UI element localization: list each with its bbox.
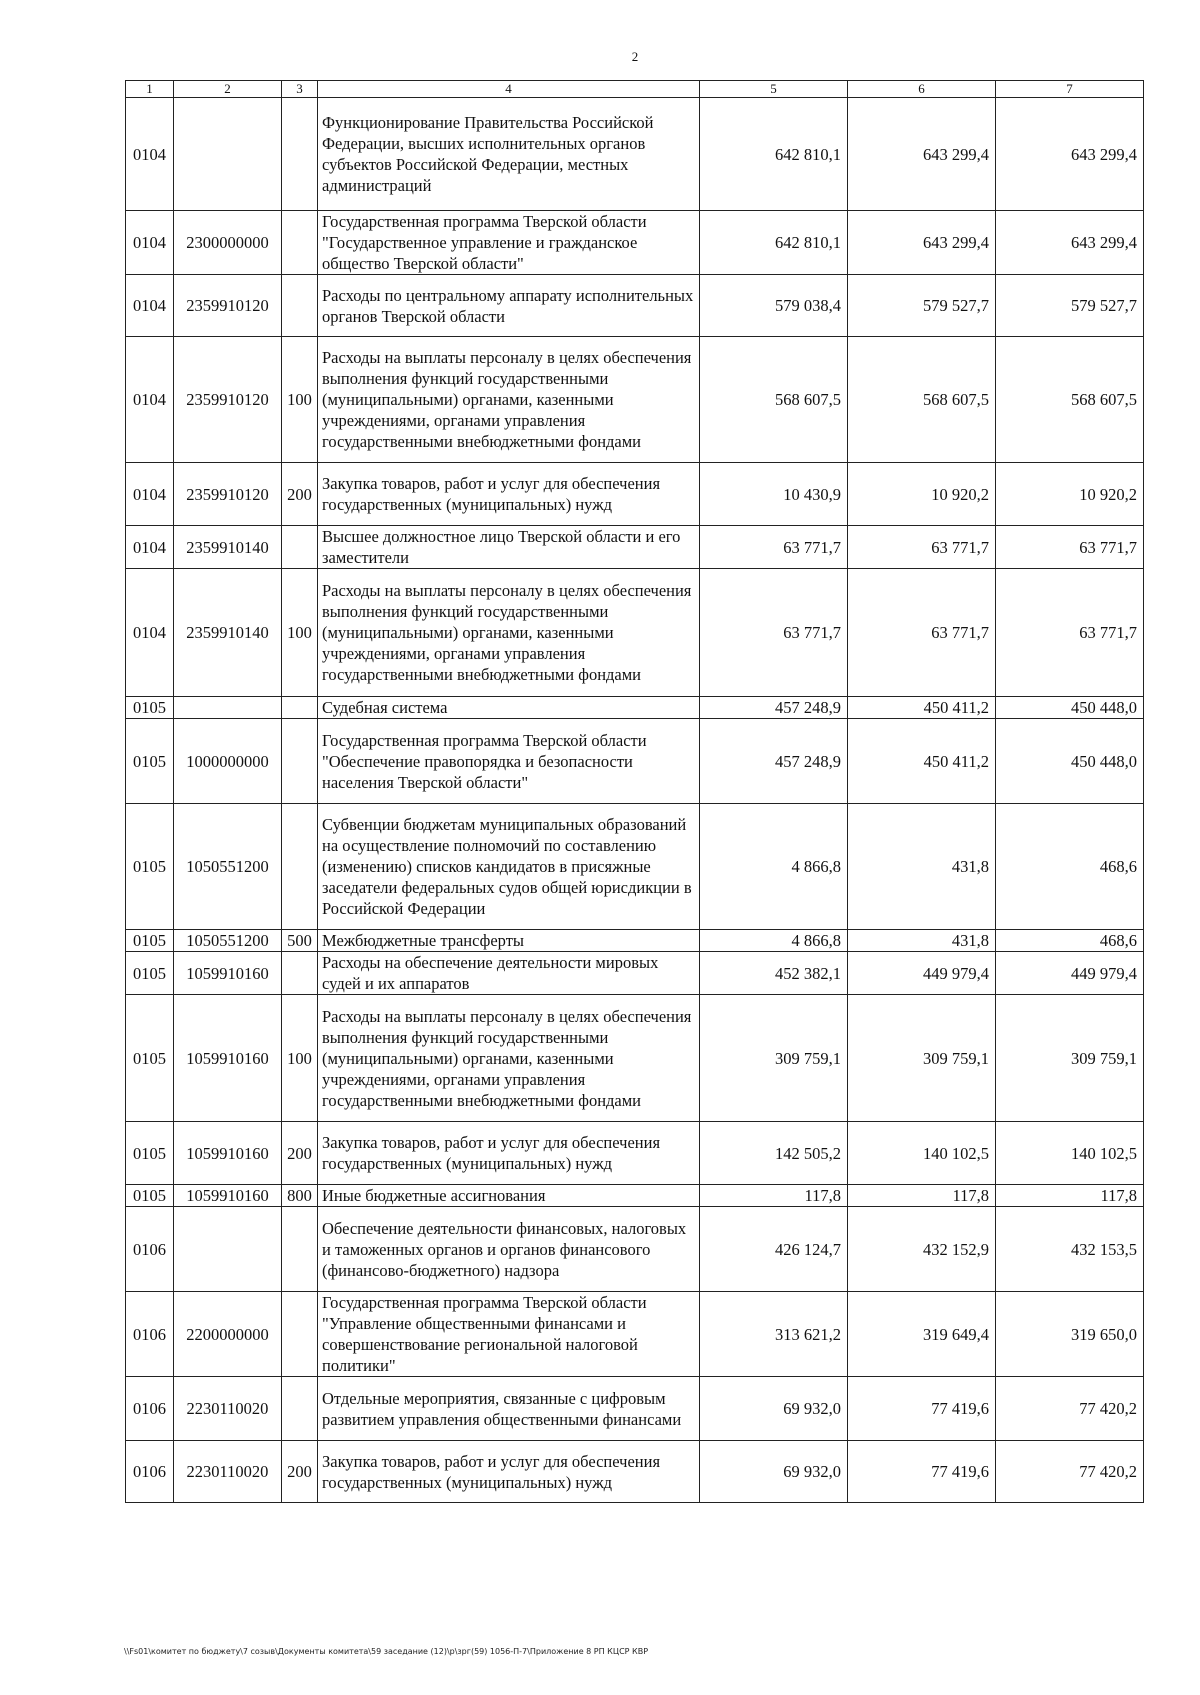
- amount-cell: 140 102,5: [996, 1122, 1144, 1185]
- amount-cell: 142 505,2: [700, 1122, 848, 1185]
- item-name-cell: Иные бюджетные ассигнования: [318, 1185, 700, 1207]
- target-code-cell: 1050551200: [174, 930, 282, 952]
- amount-cell: 77 419,6: [848, 1377, 996, 1441]
- expense-type-cell: [282, 1292, 318, 1377]
- item-name-cell: Расходы по центральному аппарату исполнительных органов Тверской области: [318, 275, 700, 337]
- table-row: [126, 1207, 1144, 1292]
- section-code-cell: 0104: [126, 526, 174, 569]
- table-row: [126, 1377, 1144, 1441]
- expense-type-cell: 100: [282, 337, 318, 463]
- section-code-cell: 0106: [126, 1441, 174, 1503]
- expense-type-cell: 100: [282, 995, 318, 1122]
- table-row: [126, 1185, 1144, 1207]
- expense-type-cell: [282, 1207, 318, 1292]
- item-name-cell: Государственная программа Тверской области "Управление общественными финансами и совершенствование региональной налоговой политики": [318, 1292, 700, 1377]
- expense-type-cell: 200: [282, 463, 318, 526]
- amount-cell: 10 920,2: [848, 463, 996, 526]
- section-code-cell: 0104: [126, 275, 174, 337]
- table-row: [126, 719, 1144, 804]
- section-code-cell: 0105: [126, 697, 174, 719]
- amount-cell: 10 430,9: [700, 463, 848, 526]
- section-code-cell: 0104: [126, 569, 174, 697]
- amount-cell: 63 771,7: [848, 526, 996, 569]
- header-row: [126, 81, 1144, 98]
- expense-type-cell: 200: [282, 1441, 318, 1503]
- amount-cell: 117,8: [848, 1185, 996, 1207]
- target-code-cell: 2230110020: [174, 1441, 282, 1503]
- amount-cell: 432 153,5: [996, 1207, 1144, 1292]
- column-header: 4: [318, 81, 700, 98]
- amount-cell: 77 420,2: [996, 1441, 1144, 1503]
- item-name-cell: Высшее должностное лицо Тверской области и его заместители: [318, 526, 700, 569]
- expense-type-cell: [282, 804, 318, 930]
- expense-type-cell: 500: [282, 930, 318, 952]
- amount-cell: 69 932,0: [700, 1441, 848, 1503]
- section-code-cell: 0106: [126, 1207, 174, 1292]
- amount-cell: 642 810,1: [700, 98, 848, 211]
- column-header: 7: [996, 81, 1144, 98]
- target-code-cell: [174, 697, 282, 719]
- target-code-cell: 2230110020: [174, 1377, 282, 1441]
- table-row: [126, 697, 1144, 719]
- section-code-cell: 0105: [126, 930, 174, 952]
- amount-cell: 4 866,8: [700, 930, 848, 952]
- expense-type-cell: 200: [282, 1122, 318, 1185]
- table-row: [126, 1292, 1144, 1377]
- section-code-cell: 0105: [126, 952, 174, 995]
- section-code-cell: 0104: [126, 337, 174, 463]
- target-code-cell: 1059910160: [174, 952, 282, 995]
- target-code-cell: 1050551200: [174, 804, 282, 930]
- amount-cell: 140 102,5: [848, 1122, 996, 1185]
- item-name-cell: Закупка товаров, работ и услуг для обеспечения государственных (муниципальных) нужд: [318, 1122, 700, 1185]
- amount-cell: 643 299,4: [996, 98, 1144, 211]
- item-name-cell: Функционирование Правительства Российской Федерации, высших исполнительных органов субъектов Российской Федерации, местных администраций: [318, 98, 700, 211]
- section-code-cell: 0104: [126, 98, 174, 211]
- amount-cell: 449 979,4: [996, 952, 1144, 995]
- amount-cell: 77 419,6: [848, 1441, 996, 1503]
- amount-cell: 426 124,7: [700, 1207, 848, 1292]
- item-name-cell: Расходы на выплаты персоналу в целях обеспечения выполнения функций государственными (муниципальными) органами, казенными учреждениями, органами управления государственными внебюджетными фондами: [318, 337, 700, 463]
- table-row: [126, 337, 1144, 463]
- amount-cell: 117,8: [996, 1185, 1144, 1207]
- section-code-cell: 0105: [126, 995, 174, 1122]
- table-row: [126, 995, 1144, 1122]
- footer-file-path: \\Fs01\комитет по бюджету\7 созыв\Документы комитета\59 заседание (12)\р\зрг(59) 1056-П-7\Приложение 8 РП КЦСР КВР: [124, 1647, 649, 1656]
- expense-type-cell: [282, 952, 318, 995]
- item-name-cell: Расходы на выплаты персоналу в целях обеспечения выполнения функций государственными (муниципальными) органами, казенными учреждениями, органами управления государственными внебюджетными фондами: [318, 995, 700, 1122]
- expense-type-cell: [282, 275, 318, 337]
- section-code-cell: 0105: [126, 1185, 174, 1207]
- amount-cell: 457 248,9: [700, 697, 848, 719]
- table-row: [126, 1441, 1144, 1503]
- target-code-cell: 1059910160: [174, 1122, 282, 1185]
- target-code-cell: 1059910160: [174, 995, 282, 1122]
- item-name-cell: Отдельные мероприятия, связанные с цифровым развитием управления общественными финансами: [318, 1377, 700, 1441]
- target-code-cell: 2359910140: [174, 526, 282, 569]
- amount-cell: 4 866,8: [700, 804, 848, 930]
- amount-cell: 309 759,1: [700, 995, 848, 1122]
- amount-cell: 432 152,9: [848, 1207, 996, 1292]
- amount-cell: 63 771,7: [996, 526, 1144, 569]
- section-code-cell: 0104: [126, 463, 174, 526]
- column-header: 3: [282, 81, 318, 98]
- amount-cell: 63 771,7: [996, 569, 1144, 697]
- target-code-cell: 2359910120: [174, 463, 282, 526]
- amount-cell: 468,6: [996, 804, 1144, 930]
- column-header: 6: [848, 81, 996, 98]
- amount-cell: 579 527,7: [996, 275, 1144, 337]
- item-name-cell: Обеспечение деятельности финансовых, налоговых и таможенных органов и органов финансового (финансово-бюджетного) надзора: [318, 1207, 700, 1292]
- amount-cell: 313 621,2: [700, 1292, 848, 1377]
- section-code-cell: 0105: [126, 719, 174, 804]
- item-name-cell: Государственная программа Тверской области "Государственное управление и гражданское общество Тверской области": [318, 211, 700, 275]
- amount-cell: 450 448,0: [996, 719, 1144, 804]
- column-header: 5: [700, 81, 848, 98]
- table-body: [126, 98, 1144, 1503]
- amount-cell: 452 382,1: [700, 952, 848, 995]
- column-header: 1: [126, 81, 174, 98]
- table-row: [126, 98, 1144, 211]
- amount-cell: 568 607,5: [700, 337, 848, 463]
- item-name-cell: Межбюджетные трансферты: [318, 930, 700, 952]
- amount-cell: 319 649,4: [848, 1292, 996, 1377]
- section-code-cell: 0106: [126, 1377, 174, 1441]
- section-code-cell: 0104: [126, 211, 174, 275]
- budget-table: [125, 80, 1144, 1503]
- table-row: [126, 211, 1144, 275]
- amount-cell: 309 759,1: [848, 995, 996, 1122]
- table-row: [126, 952, 1144, 995]
- column-header: 2: [174, 81, 282, 98]
- amount-cell: 450 448,0: [996, 697, 1144, 719]
- amount-cell: 77 420,2: [996, 1377, 1144, 1441]
- table-row: [126, 569, 1144, 697]
- item-name-cell: Закупка товаров, работ и услуг для обеспечения государственных (муниципальных) нужд: [318, 1441, 700, 1503]
- table-row: [126, 930, 1144, 952]
- table-row: [126, 804, 1144, 930]
- expense-type-cell: [282, 1377, 318, 1441]
- item-name-cell: Субвенции бюджетам муниципальных образований на осуществление полномочий по составлению (изменению) списков кандидатов в присяжные заседатели федеральных судов общей юрисдикции в Российской Федерации: [318, 804, 700, 930]
- amount-cell: 579 527,7: [848, 275, 996, 337]
- expense-type-cell: [282, 98, 318, 211]
- amount-cell: 643 299,4: [996, 211, 1144, 275]
- amount-cell: 309 759,1: [996, 995, 1144, 1122]
- amount-cell: 450 411,2: [848, 719, 996, 804]
- expense-type-cell: [282, 719, 318, 804]
- section-code-cell: 0106: [126, 1292, 174, 1377]
- item-name-cell: Расходы на обеспечение деятельности мировых судей и их аппаратов: [318, 952, 700, 995]
- amount-cell: 10 920,2: [996, 463, 1144, 526]
- amount-cell: 449 979,4: [848, 952, 996, 995]
- target-code-cell: 1000000000: [174, 719, 282, 804]
- target-code-cell: 2300000000: [174, 211, 282, 275]
- table-row: [126, 463, 1144, 526]
- amount-cell: 431,8: [848, 804, 996, 930]
- target-code-cell: 2359910120: [174, 337, 282, 463]
- amount-cell: 63 771,7: [700, 569, 848, 697]
- target-code-cell: [174, 1207, 282, 1292]
- expense-type-cell: [282, 526, 318, 569]
- amount-cell: 642 810,1: [700, 211, 848, 275]
- section-code-cell: 0105: [126, 1122, 174, 1185]
- amount-cell: 579 038,4: [700, 275, 848, 337]
- amount-cell: 450 411,2: [848, 697, 996, 719]
- table-row: [126, 526, 1144, 569]
- amount-cell: 319 650,0: [996, 1292, 1144, 1377]
- amount-cell: 468,6: [996, 930, 1144, 952]
- item-name-cell: Судебная система: [318, 697, 700, 719]
- amount-cell: 117,8: [700, 1185, 848, 1207]
- target-code-cell: 2359910120: [174, 275, 282, 337]
- amount-cell: 643 299,4: [848, 211, 996, 275]
- target-code-cell: 1059910160: [174, 1185, 282, 1207]
- expense-type-cell: [282, 697, 318, 719]
- amount-cell: 69 932,0: [700, 1377, 848, 1441]
- amount-cell: 568 607,5: [848, 337, 996, 463]
- page-number: 2: [631, 49, 639, 64]
- amount-cell: 63 771,7: [700, 526, 848, 569]
- amount-cell: 63 771,7: [848, 569, 996, 697]
- expense-type-cell: [282, 211, 318, 275]
- section-code-cell: 0105: [126, 804, 174, 930]
- target-code-cell: [174, 98, 282, 211]
- amount-cell: 431,8: [848, 930, 996, 952]
- amount-cell: 568 607,5: [996, 337, 1144, 463]
- expense-type-cell: 800: [282, 1185, 318, 1207]
- table-row: [126, 1122, 1144, 1185]
- target-code-cell: 2200000000: [174, 1292, 282, 1377]
- table-row: [126, 275, 1144, 337]
- item-name-cell: Расходы на выплаты персоналу в целях обеспечения выполнения функций государственными (муниципальными) органами, казенными учреждениями, органами управления государственными внебюджетными фондами: [318, 569, 700, 697]
- item-name-cell: Закупка товаров, работ и услуг для обеспечения государственных (муниципальных) нужд: [318, 463, 700, 526]
- amount-cell: 643 299,4: [848, 98, 996, 211]
- item-name-cell: Государственная программа Тверской области "Обеспечение правопорядка и безопасности населения Тверской области": [318, 719, 700, 804]
- amount-cell: 457 248,9: [700, 719, 848, 804]
- target-code-cell: 2359910140: [174, 569, 282, 697]
- expense-type-cell: 100: [282, 569, 318, 697]
